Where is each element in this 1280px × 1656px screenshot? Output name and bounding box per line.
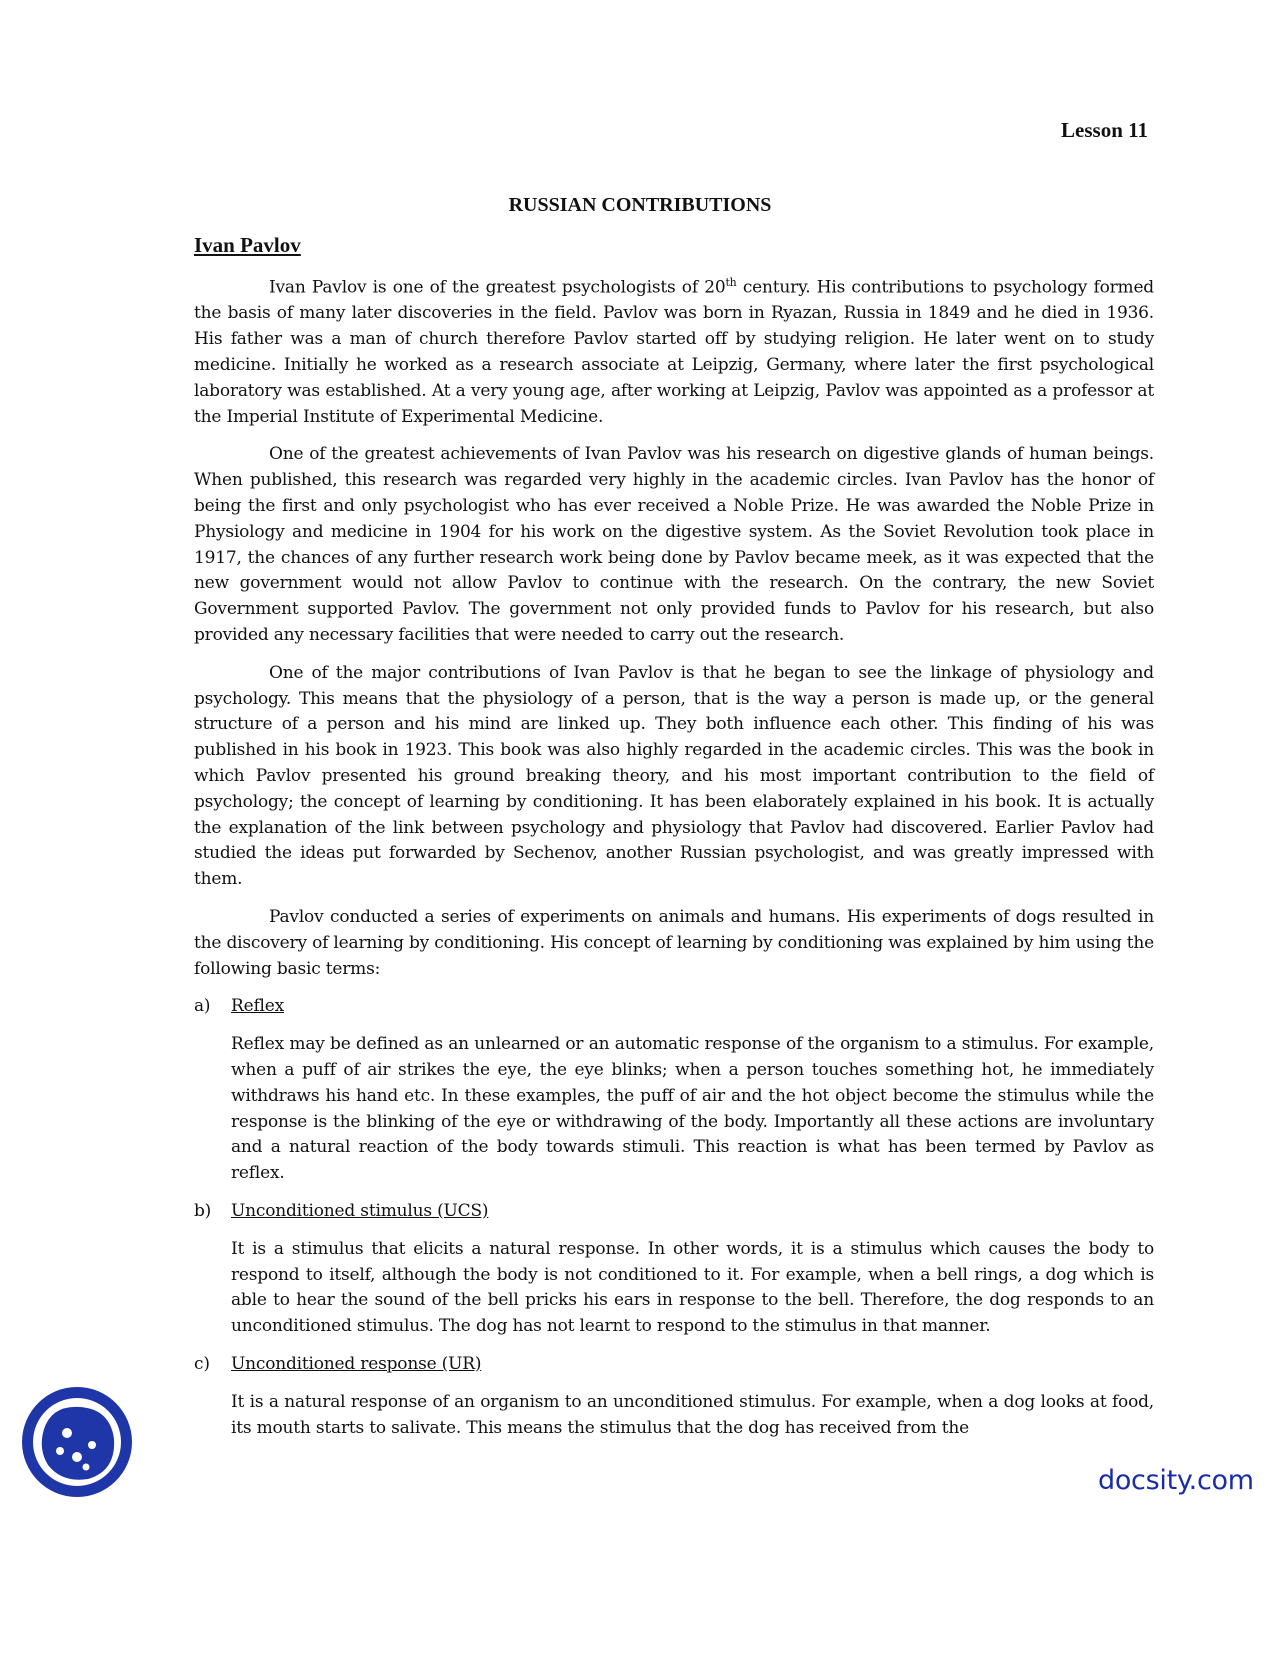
section-heading: Ivan Pavlov xyxy=(194,233,301,257)
item-letter: b) xyxy=(194,1200,212,1221)
docsity-logo-icon[interactable] xyxy=(22,1387,132,1497)
item-label: Unconditioned stimulus (UCS) xyxy=(231,1200,489,1221)
paragraph-1: Ivan Pavlov is one of the greatest psychologists of 20th century. His contributions to psychology formed the basis of many later discoveries in the field. Pavlov was born in Ryazan, Russia in 1849 and he died in 1936. His father was a man of church therefore Pavlov started off by studying religion. He later went on to study medicine. Initially he worked as a research associate at Leipzig, Germany, where later the first psychological laboratory was established. At a very young age, after working at Leipzig, Pavlov was appointed as a professor at the Imperial Institute of Experimental Medicine. xyxy=(194,276,1154,427)
term-list xyxy=(194,994,1154,1441)
item-letter: c) xyxy=(194,1353,210,1374)
docsity-watermark[interactable]: docsity.com xyxy=(1098,1465,1254,1496)
item-letter: a) xyxy=(194,996,211,1017)
item-text: It is a natural response of an organism to an unconditioned stimulus. For example, when a dog looks at food, its mouth starts to salivate. This means the stimulus that the dog has received from the xyxy=(231,1391,1154,1438)
paragraph-4: Pavlov conducted a series of experiments on animals and humans. His experiments of dogs resulted in the discovery of learning by conditioning. His concept of learning by conditioning was explained by him using the following basic terms: xyxy=(194,906,1154,979)
list-item xyxy=(194,1352,1154,1441)
list-item xyxy=(194,994,1154,1187)
item-label: Unconditioned response (UR) xyxy=(231,1353,482,1374)
item-label: Reflex xyxy=(231,996,285,1017)
page-title: RUSSIAN CONTRIBUTIONS xyxy=(508,194,772,216)
superscript: th xyxy=(725,276,737,289)
item-text: Reflex may be defined as an unlearned or an automatic response of the organism to a stimulus. For example, when a puff of air strikes the eye, the eye blinks; when a person touches something hot, he immediately withdraws his hand etc. In these examples, the puff of air and the hot object become the stimulus while the response is the blinking of the eye or withdrawing of the body. Importantly all these actions are involuntary and a natural reaction of the body towards stimuli. This reaction is what has been termed by Pavlov as reflex. xyxy=(231,1034,1154,1184)
body-text xyxy=(194,270,1154,1453)
paragraph-2: One of the greatest achievements of Ivan Pavlov was his research on digestive glands of human beings. When published, this research was regarded very highly in the academic circles. Ivan Pavlov has the honor of being the first and only psychologist who has ever received a Noble Prize. He was awarded the Noble Prize in Physiology and medicine in 1904 for his work on the digestive system. As the Soviet Revolution took place in 1917, the chances of any further research work being done by Pavlov became meek, as it was expected that the new government would not allow Pavlov to continue with the research. On the contrary, the new Soviet Government supported Pavlov. The government not only provided funds to Pavlov for his research, but also provided any necessary facilities that were needed to carry out the research. xyxy=(194,444,1154,646)
paragraph-3: One of the major contributions of Ivan Pavlov is that he began to see the linkage of physiology and psychology. This means that the physiology of a person, that is the way a person is made up, or the general structure of a person and his mind are linked up. They both influence each other. This finding of his was published in his book in 1923. This book was also highly regarded in the academic circles. This was the book in which Pavlov presented his ground breaking theory, and his most important contribution to the field of psychology; the concept of learning by conditioning. It has been elaborately explained in his book. It is actually the explanation of the link between psychology and physiology that Pavlov had discovered. Earlier Pavlov had studied the ideas put forwarded by Sechenov, another Russian psychologist, and was greatly impressed with them. xyxy=(194,662,1154,890)
lesson-number: Lesson 11 xyxy=(1061,118,1148,142)
ladybug-icon xyxy=(22,1387,132,1497)
item-text: It is a stimulus that elicits a natural response. In other words, it is a stimulus which causes the body to respond to itself, although the body is not conditioned to it. For example, when a bell rings, a dog which is able to hear the sound of the bell pricks his ears in response to the bell. Therefore, the dog responds to an unconditioned stimulus. The dog has not learnt to respond to the stimulus in that manner. xyxy=(231,1238,1154,1337)
list-item xyxy=(194,1199,1154,1340)
